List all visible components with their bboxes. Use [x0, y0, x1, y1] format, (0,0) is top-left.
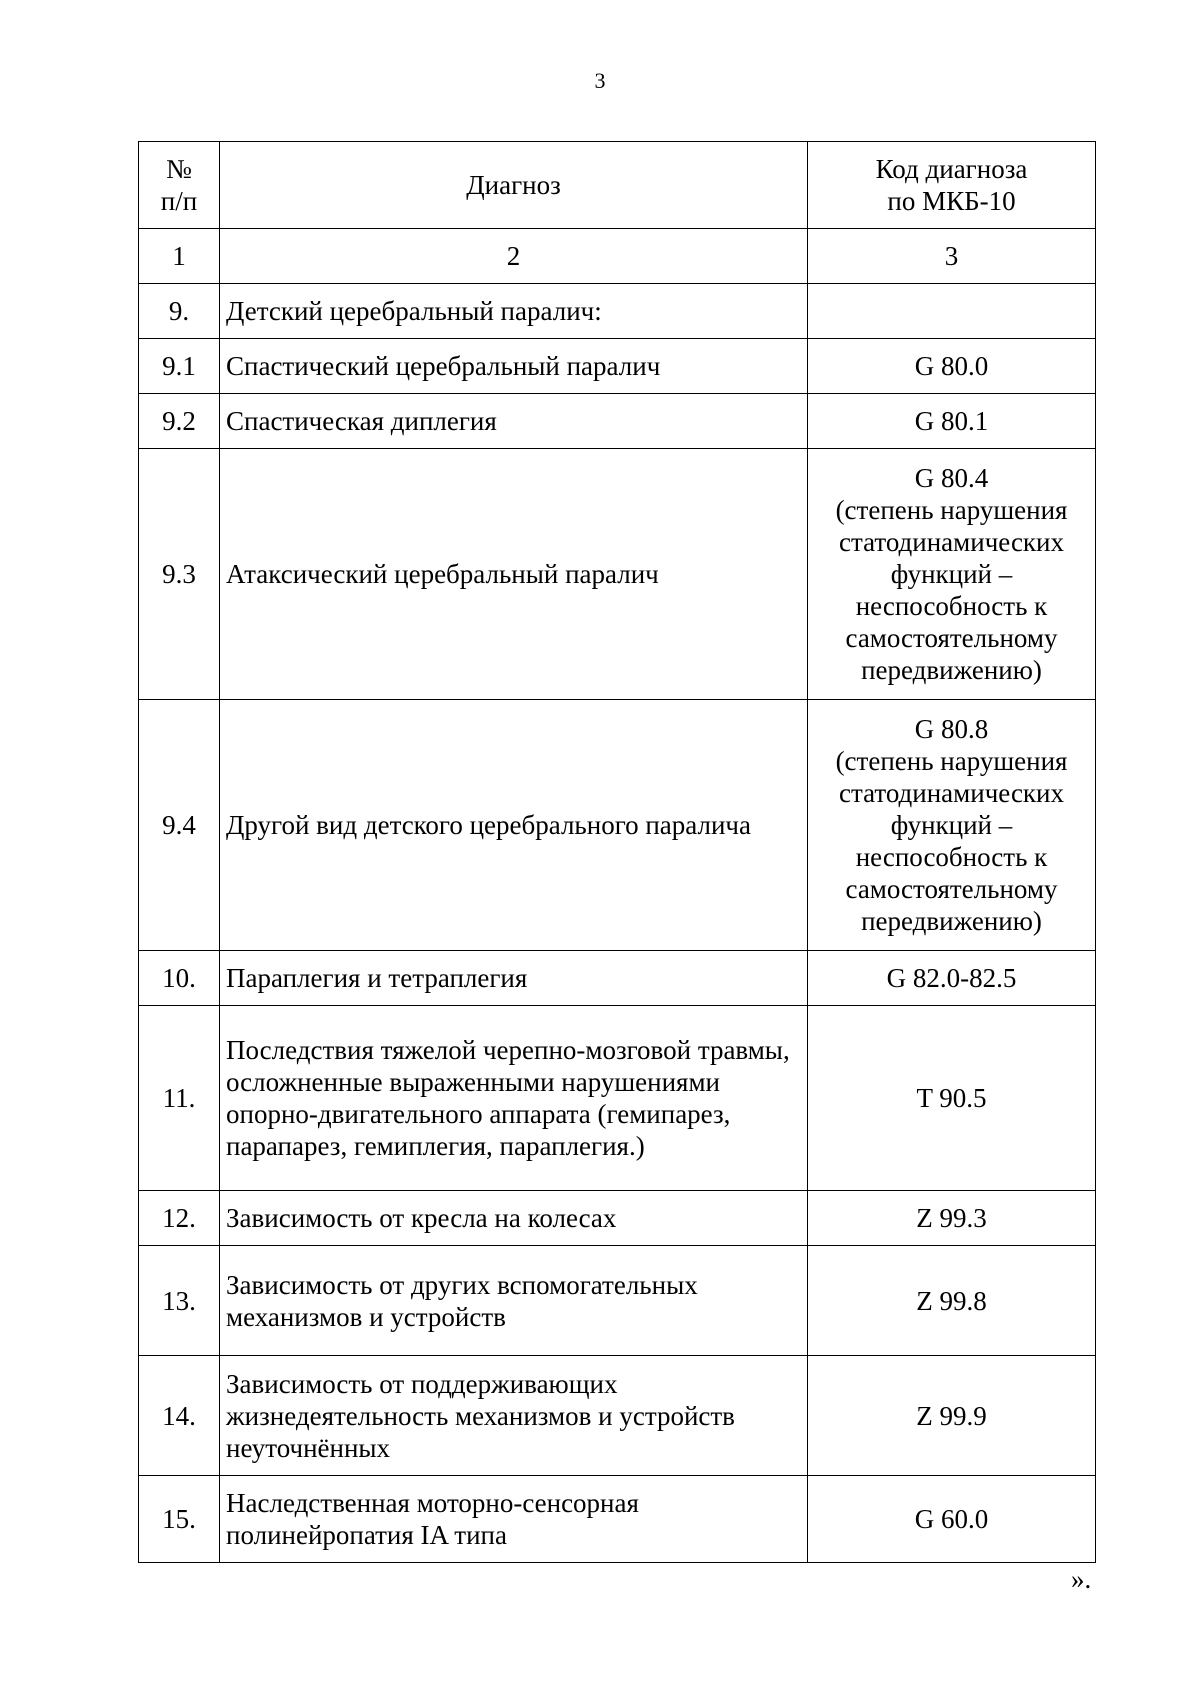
column-number: 1 — [139, 229, 220, 284]
row-code: G 82.0-82.5 — [808, 951, 1096, 1006]
closing-quote: ». — [1071, 1564, 1092, 1594]
table-row — [139, 1006, 1096, 1191]
row-diagnosis: Зависимость от других вспомогательных механизмов и устройств — [220, 1246, 808, 1356]
row-code: Z 99.9 — [808, 1356, 1096, 1476]
row-diagnosis: Параплегия и тетраплегия — [220, 951, 808, 1006]
row-num: 13. — [139, 1246, 220, 1356]
row-num: 9.1 — [139, 339, 220, 394]
header-diagnosis: Диагноз — [220, 142, 808, 229]
row-diagnosis: Спастическая диплегия — [220, 394, 808, 449]
row-diagnosis: Спастический церебральный паралич — [220, 339, 808, 394]
row-num: 9.4 — [139, 700, 220, 951]
column-number-row — [139, 229, 1096, 284]
diagnosis-table — [138, 141, 1096, 1563]
row-num: 10. — [139, 951, 220, 1006]
row-num: 15. — [139, 1476, 220, 1563]
table-row — [139, 1191, 1096, 1246]
row-code: G 80.1 — [808, 394, 1096, 449]
row-code: G 80.4 (степень нарушения статодинамических функций – неспособность к самостоятельному передвижению) — [808, 449, 1096, 700]
row-num: 11. — [139, 1006, 220, 1191]
table-row — [139, 1476, 1096, 1563]
page-number: 3 — [594, 68, 606, 93]
row-code: Z 99.3 — [808, 1191, 1096, 1246]
row-diagnosis: Зависимость от кресла на колесах — [220, 1191, 808, 1246]
row-diagnosis: Детский церебральный паралич: — [220, 284, 808, 339]
table-row — [139, 1356, 1096, 1476]
row-num: 9.2 — [139, 394, 220, 449]
row-diagnosis: Последствия тяжелой черепно-мозговой травмы, осложненные выраженными нарушениями опорно-двигательного аппарата (гемипарез, парапарез, гемиплегия, параплегия.) — [220, 1006, 808, 1191]
row-num: 12. — [139, 1191, 220, 1246]
table-row — [139, 339, 1096, 394]
row-code: G 80.8 (степень нарушения статодинамических функций – неспособность к самостоятельному передвижению) — [808, 700, 1096, 951]
row-num: 9. — [139, 284, 220, 339]
row-diagnosis: Зависимость от поддерживающих жизнедеятельность механизмов и устройств неуточнённых — [220, 1356, 808, 1476]
row-diagnosis: Атаксический церебральный паралич — [220, 449, 808, 700]
row-num: 14. — [139, 1356, 220, 1476]
table-row — [139, 449, 1096, 700]
row-diagnosis: Наследственная моторно-сенсорная полинейропатия IA типа — [220, 1476, 808, 1563]
table-row — [139, 284, 1096, 339]
row-code: G 60.0 — [808, 1476, 1096, 1563]
row-num: 9.3 — [139, 449, 220, 700]
column-number: 2 — [220, 229, 808, 284]
row-diagnosis: Другой вид детского церебрального паралича — [220, 700, 808, 951]
row-code — [808, 284, 1096, 339]
row-code: G 80.0 — [808, 339, 1096, 394]
table-row — [139, 1246, 1096, 1356]
table-row — [139, 951, 1096, 1006]
header-num: № п/п — [139, 142, 220, 229]
table-header-row — [139, 142, 1096, 229]
column-number: 3 — [808, 229, 1096, 284]
row-code: T 90.5 — [808, 1006, 1096, 1191]
header-code: Код диагноза по МКБ-10 — [808, 142, 1096, 229]
row-code: Z 99.8 — [808, 1246, 1096, 1356]
table-row — [139, 394, 1096, 449]
table-row — [139, 700, 1096, 951]
